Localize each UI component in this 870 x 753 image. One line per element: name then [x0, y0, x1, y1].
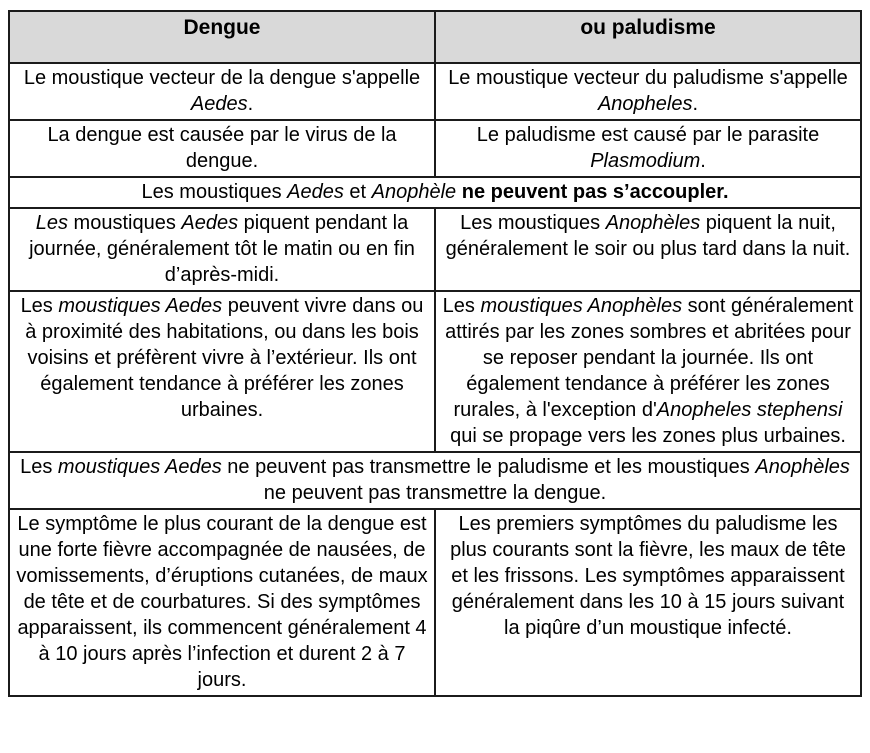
table-row — [9, 208, 861, 291]
text-segment: Les — [20, 295, 59, 317]
text-segment: Les premiers symptômes du paludisme les plus courants sont la fièvre, les maux de tête et les frissons. Les symptômes apparaissent généralement dans les 10 à 15 jours suivant la piqûre d’un moustique infecté. — [450, 513, 846, 639]
table-row — [9, 509, 861, 696]
text-segment: Anophèles — [755, 456, 850, 478]
merged-cell — [9, 452, 861, 509]
table-row — [9, 120, 861, 177]
text-segment: moustiques Aedes — [57, 456, 222, 478]
table-cell — [435, 63, 861, 120]
text-segment: qui se propage vers les zones plus urbaines. — [450, 425, 846, 447]
text-segment: Le paludisme est causé par le parasite — [476, 124, 820, 146]
table-cell — [9, 63, 435, 120]
table-cell — [435, 208, 861, 291]
text-segment: La dengue est causée par le virus de la dengue. — [47, 124, 397, 172]
table-cell — [9, 291, 435, 452]
header-cell-paludisme: ou paludisme — [435, 11, 861, 63]
table-cell — [435, 509, 861, 696]
text-segment: piquent pendant la journée, généralement tôt le matin ou en fin d’après-midi. — [29, 212, 415, 286]
text-segment: moustiques — [67, 212, 182, 234]
text-segment: sont généralement attirés par les zones sombres et abritées pour se reposer pendant la journée. Ils ont également tendance à préférer les zones rurales, à l'exception d' — [445, 295, 854, 421]
text-segment: peuvent vivre dans ou à proximité des habitations, ou dans les bois voisins et préfèrent vivre à l’extérieur. Ils ont également tendance à préférer les zones urbaines. — [25, 295, 424, 421]
text-segment: Anopheles stephensi — [656, 399, 843, 421]
table-cell — [435, 291, 861, 452]
text-segment: Les — [442, 295, 481, 317]
header-row — [9, 11, 861, 63]
text-segment: moustiques Aedes — [58, 295, 223, 317]
merged-cell — [9, 177, 861, 208]
text-segment: Les — [20, 456, 58, 478]
comparison-table-body — [9, 63, 861, 696]
text-segment: moustiques Anophèles — [480, 295, 683, 317]
text-segment: Aedes — [181, 212, 239, 234]
text-segment: piquent la nuit, généralement le soir ou plus tard dans la nuit. — [445, 212, 851, 260]
text-segment: Les moustiques — [141, 181, 288, 203]
text-segment: Anophèles — [605, 212, 701, 234]
text-segment: Anopheles — [597, 93, 693, 115]
text-segment: Aedes — [190, 93, 248, 115]
text-segment: Le moustique vecteur de la dengue s'appelle — [23, 67, 421, 89]
table-row — [9, 452, 861, 509]
text-segment: Aedes — [287, 181, 344, 203]
text-segment: Le symptôme le plus courant de la dengue est une forte fièvre accompagnée de nausées, de vomissements, d’éruptions cutanées, de maux de tête et de courbatures. Si des symptômes apparaissent, ils commencent généralement 4 à 10 jours après l’infection et durent 2 à 7 jours. — [16, 513, 428, 691]
table-cell — [9, 509, 435, 696]
text-segment: Les — [35, 212, 68, 234]
table-row — [9, 177, 861, 208]
table-cell — [435, 120, 861, 177]
table-row — [9, 63, 861, 120]
header-cell-dengue: Dengue — [9, 11, 435, 63]
table-cell — [9, 208, 435, 291]
text-segment: . — [692, 93, 699, 115]
text-segment: Anophèle — [371, 181, 457, 203]
text-segment: Les moustiques — [460, 212, 606, 234]
table-cell — [9, 120, 435, 177]
table-row — [9, 291, 861, 452]
table-header — [9, 11, 861, 63]
comparison-table — [8, 10, 862, 697]
text-segment: ne peuvent pas transmettre la dengue. — [263, 482, 607, 504]
text-segment: Plasmodium — [590, 150, 701, 172]
text-segment: ne peuvent pas transmettre le paludisme et les moustiques — [221, 456, 756, 478]
text-segment: ne peuvent pas s’accoupler. — [461, 181, 729, 203]
text-segment: et — [343, 181, 372, 203]
text-segment: Le moustique vecteur du paludisme s'appelle — [448, 67, 848, 89]
text-segment: . — [700, 150, 706, 172]
text-segment: . — [247, 93, 254, 115]
